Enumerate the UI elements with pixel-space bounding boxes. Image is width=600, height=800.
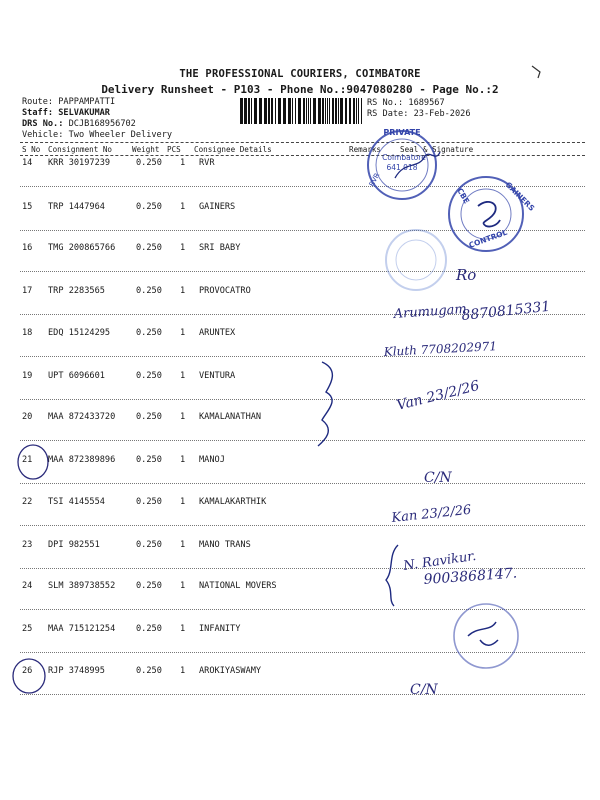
runsheet-title: Delivery Runsheet - P103 - Phone No.:9047080280 - Page No.:2 xyxy=(101,83,499,96)
handwriting-row-18: Kluth 7708202971 xyxy=(383,339,498,359)
svg-text:Ro: Ro xyxy=(456,266,477,284)
staff-value: SELVAKUMAR xyxy=(58,108,110,118)
staff-line: Staff: SELVAKUMAR xyxy=(22,108,110,118)
handwriting-row-22: Kan 23/2/26 xyxy=(390,502,473,526)
svg-text:641 018: 641 018 xyxy=(386,163,418,172)
col-seal: Seal & Signature xyxy=(400,145,474,154)
table-row: 24 SLM 389738552 0.250 1 NATIONAL MOVERS xyxy=(0,575,600,616)
drs-value: DCJB168956702 xyxy=(68,119,136,129)
svg-text:PRIVATE: PRIVATE xyxy=(383,128,421,137)
handwriting-row-26: C/N xyxy=(410,682,438,698)
table-row: 16 TMG 200865766 0.250 1 SRI BABY xyxy=(0,237,600,278)
table-row: 18 EDQ 15124295 0.250 1 ARUNTEX xyxy=(0,322,600,363)
vehicle-value: Two Wheeler Delivery xyxy=(68,130,173,140)
company-title: THE PROFESSIONAL COURIERS, COIMBATORE xyxy=(179,68,421,80)
svg-text:CONTROL: CONTROL xyxy=(467,227,509,250)
table-row: 15 TRP 1447964 0.250 1 GAINERS xyxy=(0,196,600,237)
svg-text:8870815331: 8870815331 xyxy=(460,298,552,324)
col-remarks: Remarks xyxy=(349,145,382,154)
route-line: Route: PAPPAMPATTI xyxy=(22,97,116,107)
rs-no-line: RS No.: 1689567 xyxy=(367,98,445,108)
svg-text:GAINERS: GAINERS xyxy=(503,180,537,213)
handwriting-row-20: Van 23/2/26 xyxy=(395,377,482,414)
table-row: 25 MAA 715121254 0.250 1 INFANITY xyxy=(0,618,600,659)
vehicle-line: Vehicle: Two Wheeler Delivery xyxy=(22,130,173,140)
svg-text:CBE: CBE xyxy=(455,186,472,206)
rs-date-value: 23-Feb-2026 xyxy=(413,109,471,119)
col-weight: Weight xyxy=(132,145,160,154)
table-row: 26 RJP 3748995 0.250 1 AROKIYASWAMY xyxy=(0,660,600,701)
handwriting-row-21: C/N xyxy=(424,470,452,486)
barcode xyxy=(238,98,364,124)
table-row: 21 MAA 872389896 0.250 1 MANOJ xyxy=(0,449,600,490)
svg-text:9003868147.: 9003868147. xyxy=(423,565,518,588)
svg-text:N. Ravikur.: N. Ravikur. xyxy=(402,548,478,574)
svg-text:Arumugam: Arumugam xyxy=(393,301,468,322)
table-row: 17 TRP 2283565 0.250 1 PROVOCATRO xyxy=(0,280,600,321)
drs-line: DRS No.: DCJB168956702 xyxy=(22,119,136,129)
table-row: 20 MAA 872433720 0.250 1 KAMALANATHAN xyxy=(0,406,600,447)
table-row: 14 KRR 30197239 0.250 1 RVR xyxy=(0,152,600,193)
col-consignment: Consignment No xyxy=(48,145,113,154)
col-details: Consignee Details xyxy=(194,145,272,154)
col-pcs: PCS xyxy=(167,145,181,154)
table-row: 22 TSI 4145554 0.250 1 KAMALAKARTHIK xyxy=(0,491,600,532)
table-row: 19 UPT 6096601 0.250 1 VENTURA xyxy=(0,365,600,406)
route-value: PAPPAMPATTI xyxy=(58,97,116,107)
rs-date-line: RS Date: 23-Feb-2026 xyxy=(367,109,471,119)
svg-text:Coimbatore: Coimbatore xyxy=(382,153,426,162)
rs-no-value: 1689567 xyxy=(408,98,445,108)
col-sno: S No xyxy=(22,145,41,154)
svg-text:RVR: RVR xyxy=(367,171,382,188)
header-rule-top xyxy=(20,142,585,143)
table-row: 23 DPI 982551 0.250 1 MANO TRANS xyxy=(0,534,600,575)
